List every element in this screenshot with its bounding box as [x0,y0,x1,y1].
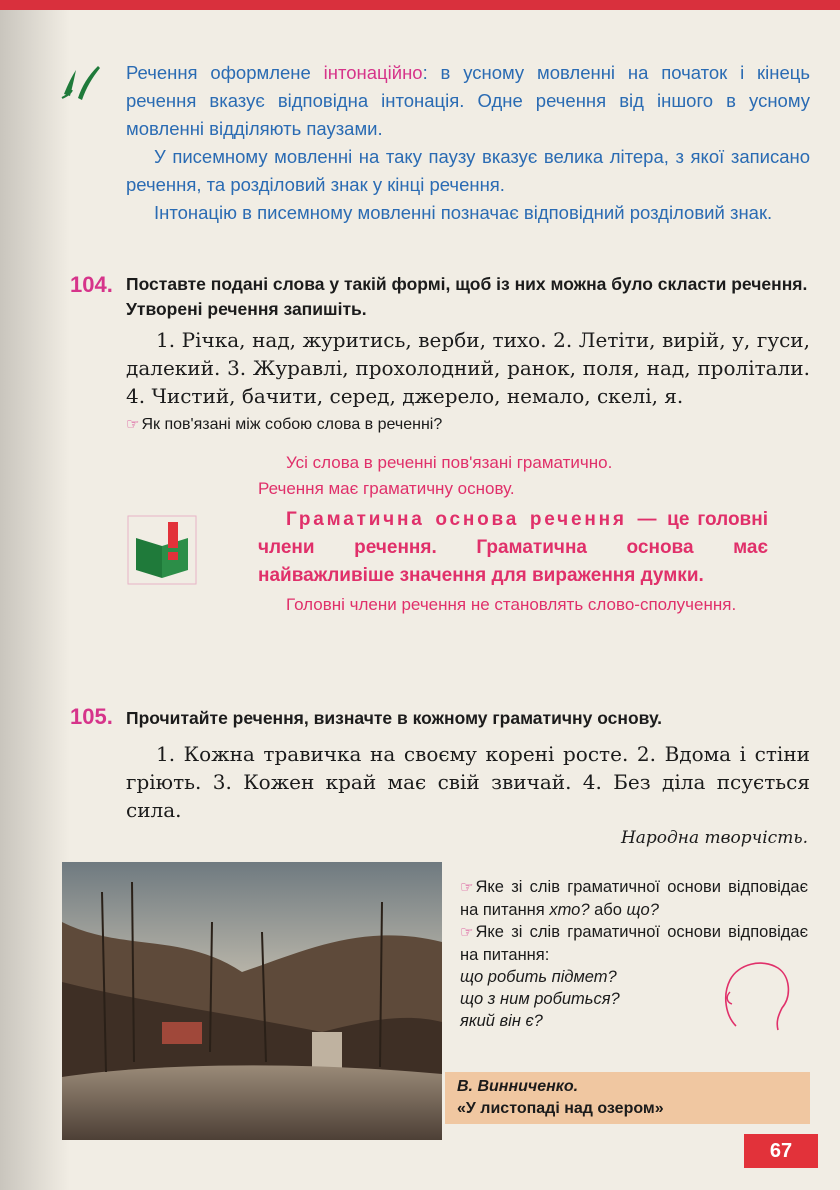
rule-line-1: Усі слова в реченні пов'язані граматично. [286,453,613,472]
side-question-2: ☞ Яке зі слів граматичної основи відповідає на питання: [460,923,808,964]
side-question-1: ☞ Яке зі слів граматичної основи відповідає на питання хто? або що? [460,878,808,919]
task-105-question: Прочитайте речення, визначте в кожному граматичну основу. [126,708,663,728]
thinking-head-doodle [716,946,796,1036]
intro-paragraph-3: Інтонацію в писемному мовленні позначає відповідний розділовий знак. [154,202,773,223]
folk-attribution: Народна творчість. [620,828,808,848]
side-question-2a: що робить підмет? [460,968,617,986]
task-105-number: 105. [70,704,113,729]
rule-line-2: Речення має граматичну основу. [258,479,515,498]
rule-note: Головні члени речення не становлять слово-сполучення. [286,595,737,614]
side-question-2c: який він є? [460,1012,543,1030]
page-spine-shadow [0,10,70,1190]
painting-image [62,862,442,1140]
painting-caption [445,1072,810,1124]
top-red-bar [0,0,840,10]
rule-definition: Граматична основа речення — це головні члени речення. Граматична основа має найважливіше значення для вираження думки. [258,509,768,586]
task-104-number: 104. [70,272,113,297]
grammar-rule-box [258,450,768,618]
painting-title: «У листопаді над озером» [457,1100,664,1117]
intro-theory-block [126,59,810,227]
hint-hand-icon: ☞ [460,879,474,896]
intro-paragraph-2: У писемному мовленні на таку паузу вказує велика літера, з якої записано речення, та розділовий знак у кінці речення. [126,146,810,195]
side-question-2b: що з ним робиться? [460,990,620,1008]
exclamation-book-icon [126,514,198,586]
page-number: 67 [744,1134,818,1168]
intonation-term: інтонаційно [323,62,423,83]
intro-paragraph-1: Речення оформлене інтонаційно: в усному мовленні на початок і кінець речення вказує відповідна інтонація. Одне речення від іншого в усному мовленні відділяють паузами. [126,62,810,139]
task-104-question: Поставте подані слова у такій формі, щоб із них можна було скласти речення. Утворені речення запишіть. [126,274,808,319]
painting-author: В. Винниченко. [457,1078,579,1095]
hint-hand-icon: ☞ [126,416,140,433]
pen-icon [58,60,102,104]
task-105-text: 1. Кожна травичка на своєму корені росте. 2. Вдома і стіни гріють. 3. Кожен край має свій звичай. 4. Без діла псується сила. [126,742,810,822]
task-104-text: 1. Річка, над, журитись, верби, тихо. 2. Летіти, вирій, у, гуси, далекий. 3. Журавлі, прохолодний, ранок, поля, над, пролітали. 4. Чистий, бачити, серед, джерело, немало, скелі, я. [126,328,810,408]
task-104-hint: ☞ Як пов'язані між собою слова в реченні? [126,416,443,433]
hint-hand-icon: ☞ [460,924,474,941]
